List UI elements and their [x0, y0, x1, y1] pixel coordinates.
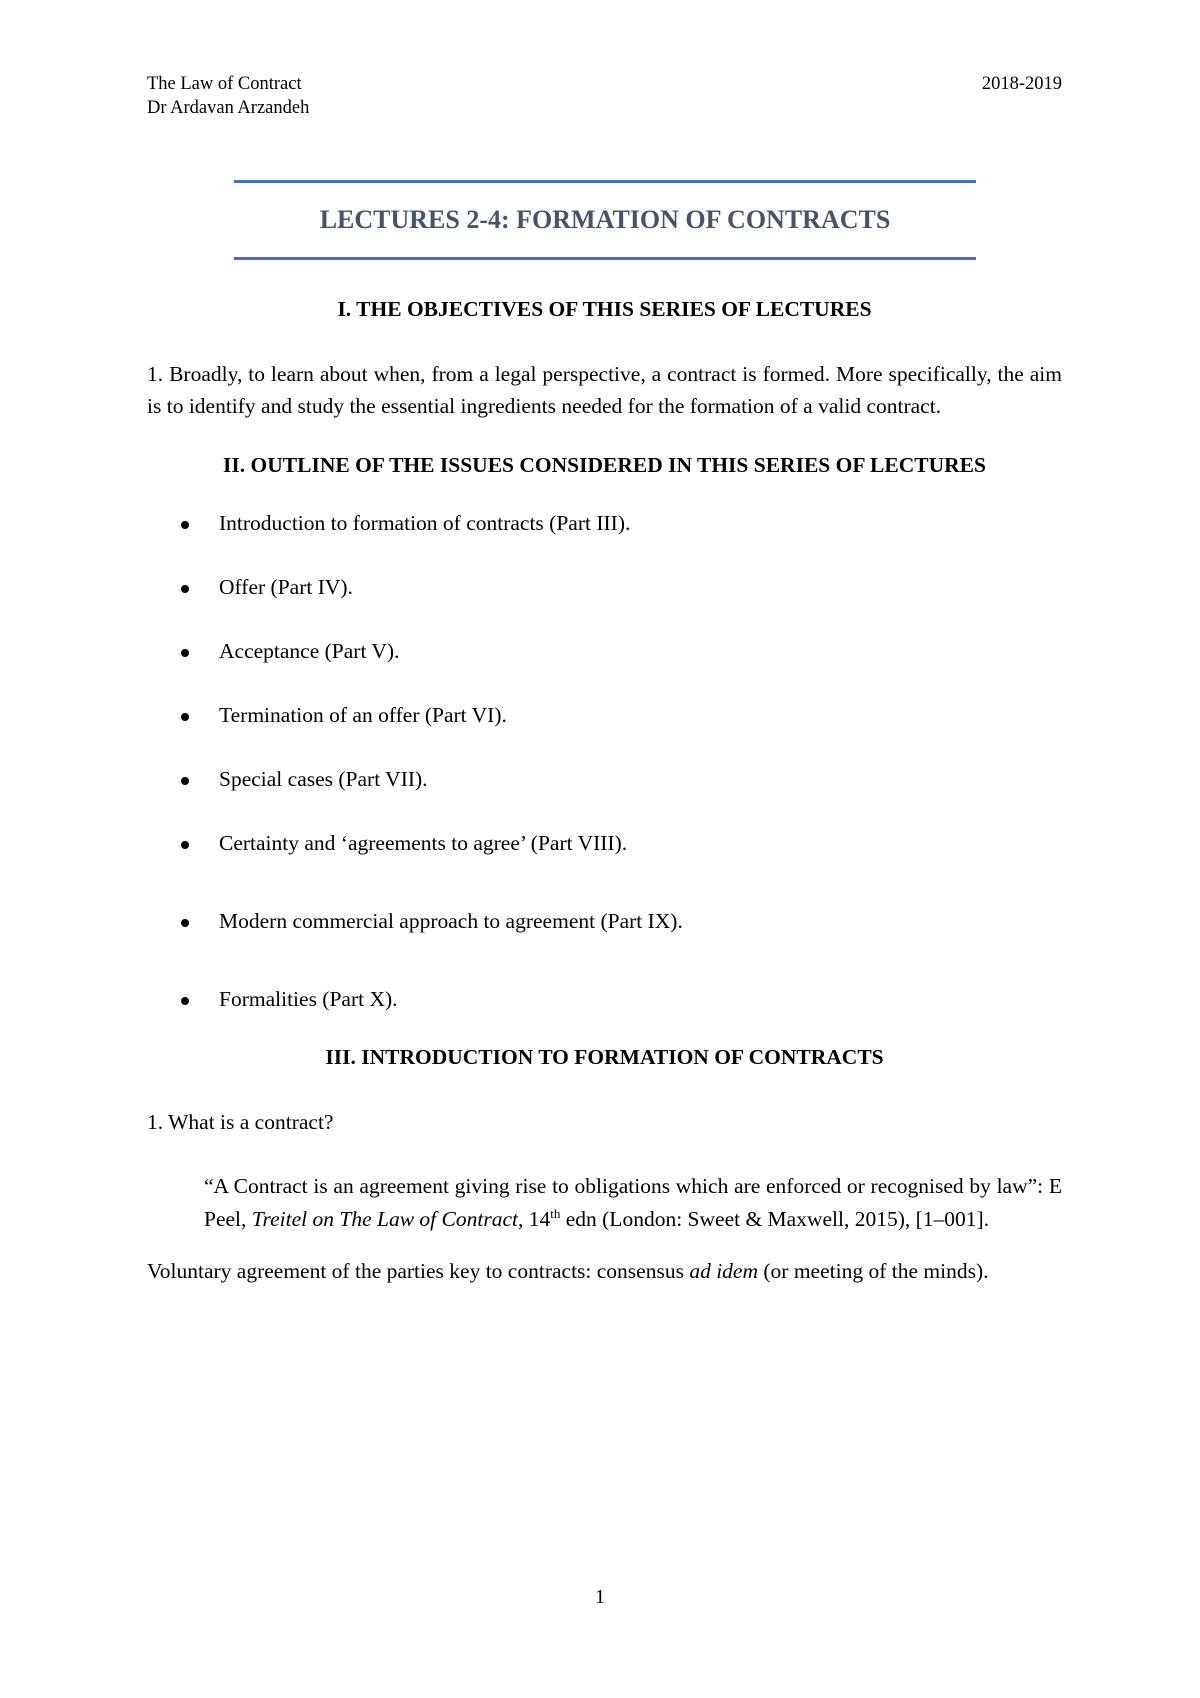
course-name: The Law of Contract — [147, 74, 302, 94]
page-number: 1 — [595, 1586, 605, 1608]
bullet-icon — [181, 713, 189, 721]
list-item: Termination of an offer (Part VI). — [147, 699, 1062, 763]
outline-list — [147, 507, 1062, 1041]
bullet-icon — [181, 919, 189, 927]
definition-quote: “A Contract is an agreement giving rise to obligations which are enforced or recognised by law”: E Peel, Treitel on The Law of Contract, 14th edn (London: Sweet & Maxwell, 2015), [1–001]. — [204, 1174, 1062, 1231]
lecturer-name: Dr Ardavan Arzandeh — [147, 98, 310, 118]
question-text: 1. What is a contract? — [147, 1109, 334, 1134]
section-heading-introduction: III. INTRODUCTION TO FORMATION OF CONTRACTS — [325, 1045, 884, 1069]
list-item: Offer (Part IV). — [147, 571, 1062, 635]
bullet-icon — [181, 777, 189, 785]
list-item: Special cases (Part VII). — [147, 763, 1062, 827]
section-heading-objectives: I. THE OBJECTIVES OF THIS SERIES OF LECTURES — [337, 297, 872, 321]
bullet-icon — [181, 521, 189, 529]
list-item: Introduction to formation of contracts (Part III). — [147, 507, 1062, 571]
bullet-icon — [181, 585, 189, 593]
running-header-left — [147, 72, 309, 120]
list-item: Formalities (Part X). — [147, 983, 1062, 1041]
title-block — [234, 180, 976, 260]
academic-year: 2018-2019 — [981, 74, 1062, 94]
bullet-icon — [181, 649, 189, 657]
latin-term: ad idem — [689, 1259, 758, 1283]
bullet-icon — [181, 997, 189, 1005]
document-title: LECTURES 2-4: FORMATION OF CONTRACTS — [319, 205, 891, 234]
objectives-paragraph: 1. Broadly, to learn about when, from a legal perspective, a contract is formed. More specifically, the aim is to identify and study the essential ingredients needed for the formation of a valid contract. — [147, 361, 1062, 418]
document-body — [147, 293, 1062, 1288]
section-heading-outline: II. OUTLINE OF THE ISSUES CONSIDERED IN THIS SERIES OF LECTURES — [223, 452, 986, 477]
list-item: Modern commercial approach to agreement (Part IX). — [147, 905, 1062, 983]
agreement-paragraph: Voluntary agreement of the parties key to contracts: consensus ad idem (or meeting of the minds). — [147, 1259, 989, 1283]
bullet-icon — [181, 841, 189, 849]
list-item: Certainty and ‘agreements to agree’ (Part VIII). — [147, 827, 1062, 905]
title-rule-top — [234, 180, 976, 183]
book-title: Treitel on The Law of Contract — [251, 1206, 518, 1231]
title-rule-bottom — [234, 257, 976, 260]
list-item: Acceptance (Part V). — [147, 635, 1062, 699]
